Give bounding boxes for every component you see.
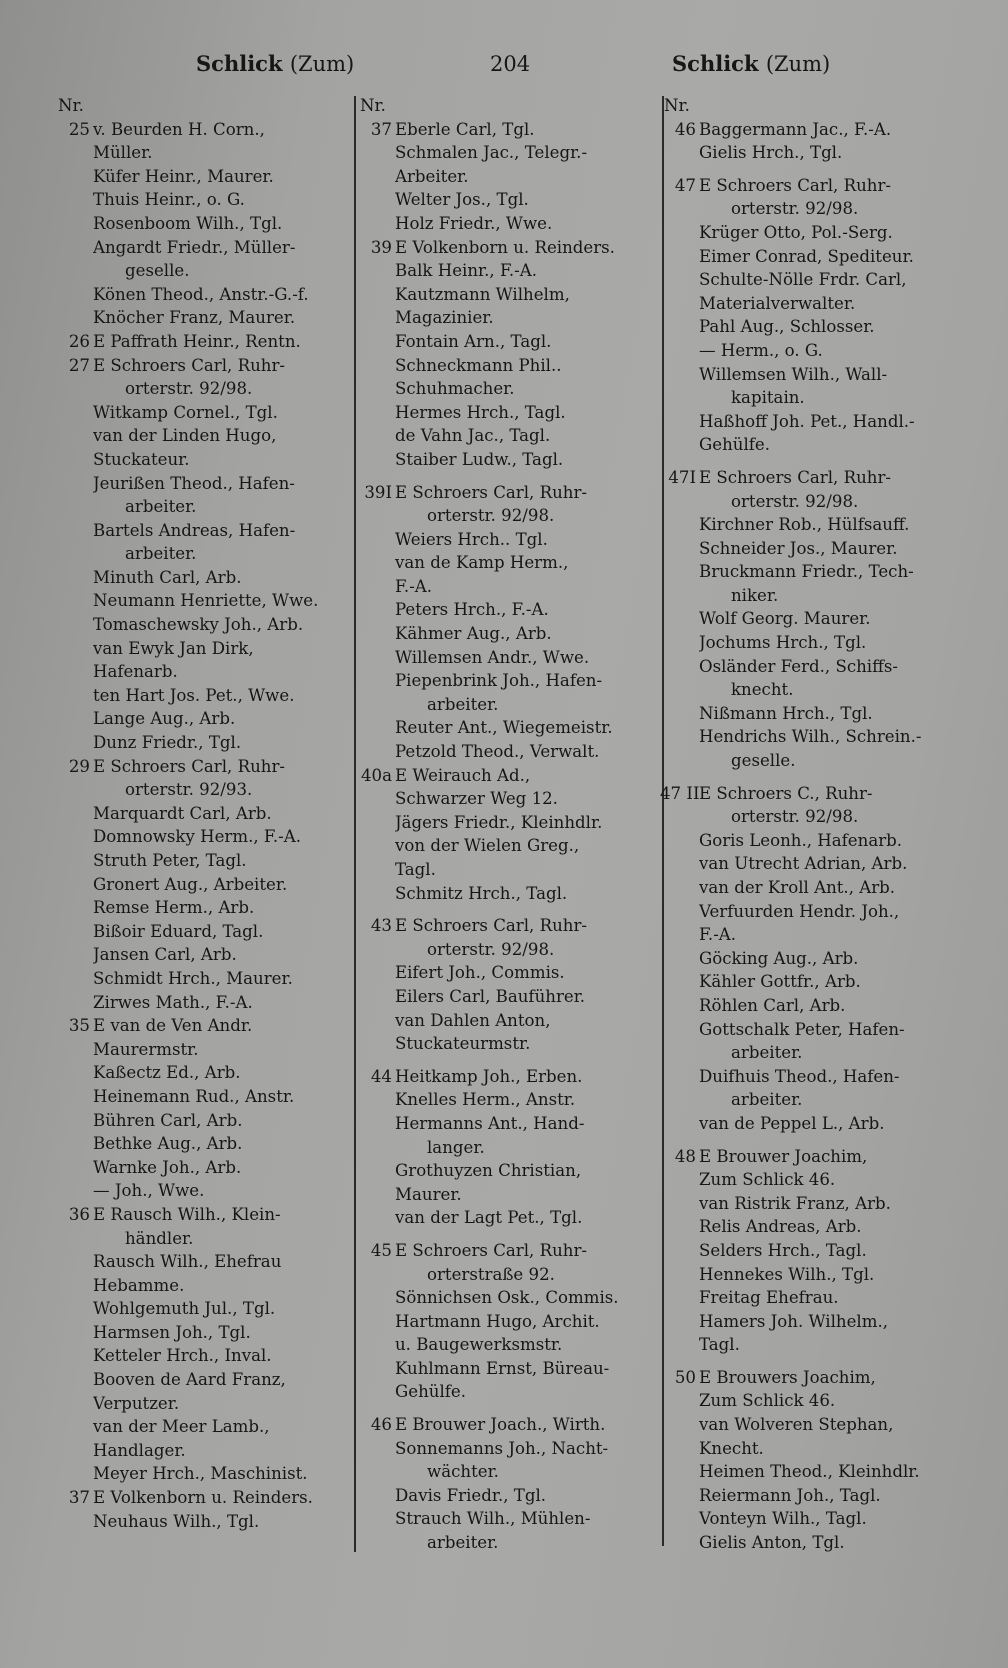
resident-line: Knecht. — [699, 1438, 764, 1458]
resident-line: Haßhoff Joh. Pet., Handl.- — [699, 411, 915, 431]
resident-line: Arbeiter. — [395, 166, 469, 186]
resident-line: kapitain. — [731, 388, 805, 408]
resident-line: Hendrichs Wilh., Schrein.- — [699, 727, 922, 747]
resident-line: Röhlen Carl, Arb. — [699, 995, 846, 1015]
house-entry — [660, 118, 966, 165]
house-entry — [660, 1366, 966, 1555]
resident-line: Sönnichsen Osk., Commis. — [395, 1288, 619, 1308]
resident-line: Sonnemanns Joh., Nacht- — [395, 1438, 609, 1458]
resident-line: Neuhaus Wilh., Tgl. — [93, 1511, 260, 1531]
resident-line: Küfer Heinr., Maurer. — [93, 166, 274, 186]
resident-line: Heinemann Rud., Anstr. — [93, 1086, 295, 1106]
resident-line: Zum Schlick 46. — [699, 1170, 836, 1190]
resident-line: Lange Aug., Arb. — [93, 709, 236, 729]
resident-line: Remse Herm., Arb. — [93, 898, 255, 918]
resident-line: Krüger Otto, Pol.-Serg. — [699, 222, 893, 242]
resident-line: van Ewyk Jan Dirk, — [93, 638, 254, 658]
resident-line: Jeurißen Theod., Hafen- — [93, 473, 295, 493]
resident-line: Bruckmann Friedr., Tech- — [699, 562, 914, 582]
resident-line: Handlager. — [93, 1440, 186, 1460]
resident-line: orterstr. 92/98. — [731, 199, 859, 219]
house-entry — [660, 466, 966, 773]
house-entry — [54, 1014, 351, 1203]
resident-line: ten Hart Jos. Pet., Wwe. — [93, 685, 295, 705]
resident-line: van Wolveren Stephan, — [699, 1415, 894, 1435]
resident-line: Jägers Friedr., Kleinhdlr. — [395, 812, 603, 832]
resident-line: Petzold Theod., Verwalt. — [395, 742, 600, 762]
resident-line: Thuis Heinr., o. G. — [93, 190, 245, 210]
resident-line: Hennekes Wilh., Tgl. — [699, 1264, 875, 1284]
house-number: 46 — [370, 1415, 392, 1435]
resident-line: van Ristrik Franz, Arb. — [699, 1193, 891, 1213]
resident-line: Stuckateur. — [93, 449, 190, 469]
house-number: 46 — [674, 119, 696, 139]
column-nr-label: Nr. — [58, 96, 84, 115]
resident-line: wächter. — [427, 1462, 499, 1482]
resident-line: Schwarzer Weg 12. — [395, 789, 558, 809]
resident-line: Eifert Joh., Commis. — [395, 963, 565, 983]
house-number: 37 — [370, 119, 392, 139]
resident-line: E Volkenborn u. Reinders. — [93, 1488, 313, 1508]
house-number: 39 — [370, 237, 392, 257]
resident-line: Kautzmann Wilhelm, — [395, 284, 570, 304]
resident-line: knecht. — [731, 680, 794, 700]
resident-line: van der Lagt Pet., Tgl. — [395, 1208, 583, 1228]
house-entry — [660, 174, 966, 457]
resident-line: Marquardt Carl, Arb. — [93, 803, 272, 823]
resident-line: arbeiter. — [427, 694, 499, 714]
resident-line: E Brouwer Joachim, — [699, 1146, 868, 1166]
resident-line: Kähler Gottfr., Arb. — [699, 972, 861, 992]
resident-line: orterstr. 92/98. — [427, 939, 555, 959]
resident-line: E Schroers Carl, Ruhr- — [395, 1240, 587, 1260]
resident-line: E Paffrath Heinr., Rentn. — [93, 331, 301, 351]
resident-line: Kaßectz Ed., Arb. — [93, 1063, 241, 1083]
resident-line: Dunz Friedr., Tgl. — [93, 733, 242, 753]
resident-line: Welter Jos., Tgl. — [395, 190, 529, 210]
house-number: 47 — [674, 175, 696, 195]
resident-line: Neumann Henriette, Wwe. — [93, 591, 319, 611]
resident-line: Bartels Andreas, Hafen- — [93, 520, 296, 540]
running-head-left — [196, 44, 354, 84]
resident-line: Gottschalk Peter, Hafen- — [699, 1019, 905, 1039]
resident-line: Hafenarb. — [93, 662, 178, 682]
house-entry — [54, 330, 351, 354]
house-entry — [356, 236, 654, 472]
resident-line: Heimen Theod., Kleinhdlr. — [699, 1462, 920, 1482]
resident-line: E Schroers Carl, Ruhr- — [699, 175, 891, 195]
resident-line: Verputzer. — [93, 1393, 180, 1413]
house-number: 44 — [370, 1066, 392, 1086]
resident-line: de Vahn Jac., Tagl. — [395, 426, 551, 446]
resident-line: Maurer. — [395, 1184, 462, 1204]
resident-line: Harmsen Joh., Tgl. — [93, 1322, 251, 1342]
resident-line: orterstr. 92/98. — [731, 807, 859, 827]
column-nr-label: Nr. — [664, 96, 690, 115]
resident-line: Duifhuis Theod., Hafen- — [699, 1066, 900, 1086]
resident-line: E van de Ven Andr. — [93, 1016, 253, 1036]
resident-line: — Herm., o. G. — [699, 340, 823, 360]
resident-line: van de Kamp Herm., — [395, 553, 569, 573]
resident-line: — Joh., Wwe. — [93, 1181, 205, 1201]
house-entry — [356, 1413, 654, 1555]
resident-line: Tagl. — [699, 1335, 740, 1355]
resident-line: Domnowsky Herm., F.-A. — [93, 827, 301, 847]
resident-line: Stuckateurmstr. — [395, 1034, 531, 1054]
house-entry — [54, 354, 351, 755]
resident-line: Tagl. — [395, 860, 436, 879]
resident-line: v. Beurden H. Corn., — [93, 119, 265, 139]
column-1 — [54, 94, 351, 1533]
resident-line: geselle. — [125, 261, 190, 281]
resident-line: Hermes Hrch., Tagl. — [395, 402, 566, 422]
resident-line: Wohlgemuth Jul., Tgl. — [93, 1299, 276, 1319]
resident-line: Schneckmann Phil.. — [395, 355, 562, 375]
house-entry — [660, 782, 966, 1136]
resident-line: Balk Heinr., F.-A. — [395, 261, 538, 281]
resident-line: Schmalen Jac., Telegr.- — [395, 143, 588, 163]
resident-line: E Weirauch Ad., — [395, 765, 531, 785]
resident-line: Zirwes Math., F.-A. — [93, 992, 253, 1012]
house-number: 50 — [674, 1367, 696, 1387]
resident-line: Hartmann Hugo, Archit. — [395, 1311, 600, 1331]
house-entry — [54, 1203, 351, 1486]
resident-line: Peters Hrch., F.-A. — [395, 600, 549, 620]
resident-line: F.-A. — [395, 576, 433, 596]
resident-line: E Brouwer Joach., Wirth. — [395, 1415, 606, 1435]
resident-line: Reiermann Joh., Tagl. — [699, 1485, 881, 1505]
resident-line: u. Baugewerksmstr. — [395, 1335, 563, 1355]
house-entry — [356, 1065, 654, 1230]
house-number: 26 — [68, 331, 90, 351]
house-entry — [660, 1145, 966, 1357]
resident-line: Knelles Herm., Anstr. — [395, 1090, 576, 1110]
resident-line: Kirchner Rob., Hülfsauff. — [699, 515, 910, 535]
running-head-right-title: Schlick — [672, 51, 759, 76]
resident-line: orterstr. 92/98. — [125, 379, 253, 399]
resident-line: Gielis Anton, Tgl. — [699, 1533, 845, 1553]
resident-line: Materialverwalter. — [699, 293, 856, 313]
resident-line: Müller. — [93, 143, 153, 163]
resident-line: E Schroers Carl, Ruhr- — [395, 482, 587, 502]
resident-line: Staiber Ludw., Tagl. — [395, 449, 564, 469]
resident-line: Könen Theod., Anstr.-G.-f. — [93, 284, 309, 304]
resident-line: Eimer Conrad, Spediteur. — [699, 246, 914, 266]
house-number: 47I — [668, 467, 696, 487]
resident-line: van Dahlen Anton, — [395, 1010, 551, 1030]
resident-line: Nißmann Hrch., Tgl. — [699, 703, 873, 723]
resident-line: Rausch Wilh., Ehefrau — [93, 1252, 282, 1272]
resident-line: Grothuyzen Christian, — [395, 1161, 582, 1181]
resident-line: Reuter Ant., Wiegemeistr. — [395, 718, 613, 738]
resident-line: van der Kroll Ant., Arb. — [699, 878, 896, 897]
resident-line: E Schroers Carl, Ruhr- — [93, 355, 285, 375]
resident-line: von der Wielen Greg., — [395, 836, 580, 856]
resident-line: Freitag Ehefrau. — [699, 1288, 839, 1308]
resident-line: langer. — [427, 1137, 485, 1157]
resident-line: Bühren Carl, Arb. — [93, 1110, 243, 1130]
house-entry — [356, 914, 654, 1056]
resident-line: Schneider Jos., Maurer. — [699, 538, 898, 558]
resident-line: van de Peppel L., Arb. — [699, 1113, 885, 1133]
house-entry — [356, 764, 654, 906]
resident-line: Vonteyn Wilh., Tagl. — [699, 1509, 867, 1529]
resident-line: Rosenboom Wilh., Tgl. — [93, 213, 283, 233]
resident-line: arbeiter. — [125, 497, 197, 517]
resident-line: Gehülfe. — [395, 1382, 466, 1402]
resident-line: E Schroers C., Ruhr- — [699, 783, 873, 803]
running-head-right-sub: (Zum) — [765, 52, 831, 76]
resident-line: Schmidt Hrch., Maurer. — [93, 968, 293, 988]
resident-line: Knöcher Franz, Maurer. — [93, 308, 296, 328]
resident-line: Hamers Joh. Wilhelm., — [699, 1311, 888, 1331]
resident-line: arbeiter. — [731, 1043, 803, 1063]
resident-line: E Schroers Carl, Ruhr- — [93, 756, 285, 776]
resident-line: Selders Hrch., Tagl. — [699, 1240, 867, 1260]
house-number: 39I — [364, 482, 392, 502]
resident-line: Osländer Ferd., Schiffs- — [699, 656, 899, 676]
house-entry — [356, 118, 654, 236]
running-head-left-sub: (Zum) — [289, 52, 355, 76]
house-entry — [356, 481, 654, 764]
resident-line: Willemsen Wilh., Wall- — [699, 364, 888, 384]
resident-line: Hebamme. — [93, 1275, 185, 1295]
house-entry — [356, 1239, 654, 1404]
house-number: 43 — [370, 916, 392, 936]
column-3 — [660, 94, 966, 1555]
resident-line: Bethke Aug., Arb. — [93, 1134, 243, 1154]
resident-line: Schuhmacher. — [395, 379, 515, 399]
resident-line: Warnke Joh., Arb. — [93, 1157, 242, 1177]
resident-line: arbeiter. — [731, 1090, 803, 1110]
house-number: 35 — [68, 1016, 90, 1036]
resident-line: Zum Schlick 46. — [699, 1391, 836, 1411]
resident-line: F.-A. — [699, 925, 737, 945]
house-entry — [54, 755, 351, 1015]
resident-line: Heitkamp Joh., Erben. — [395, 1066, 583, 1086]
resident-line: Goris Leonh., Hafenarb. — [699, 830, 903, 850]
resident-line: E Schroers Carl, Ruhr- — [395, 916, 587, 936]
resident-line: Schmitz Hrch., Tagl. — [395, 883, 568, 903]
house-entry — [54, 118, 351, 330]
resident-line: E Volkenborn u. Reinders. — [395, 237, 615, 257]
house-number: 27 — [68, 355, 90, 375]
house-number: 45 — [370, 1240, 392, 1260]
resident-line: Meyer Hrch., Maschinist. — [93, 1464, 308, 1484]
resident-line: Minuth Carl, Arb. — [93, 567, 242, 587]
resident-line: orterstraße 92. — [427, 1264, 555, 1284]
resident-line: Maurermstr. — [93, 1039, 199, 1059]
resident-line: Pahl Aug., Schlosser. — [699, 317, 875, 337]
resident-line: Eberle Carl, Tgl. — [395, 119, 535, 139]
resident-line: Relis Andreas, Arb. — [699, 1217, 862, 1237]
resident-line: Witkamp Cornel., Tgl. — [93, 402, 278, 422]
resident-line: Magazinier. — [395, 308, 494, 328]
house-entry — [54, 1486, 351, 1533]
house-number: 47 II — [660, 783, 700, 803]
resident-line: Eilers Carl, Bauführer. — [395, 986, 586, 1006]
resident-line: Strauch Wilh., Mühlen- — [395, 1509, 591, 1529]
resident-line: Weiers Hrch.. Tgl. — [395, 529, 548, 549]
resident-line: E Brouwers Joachim, — [699, 1367, 876, 1387]
house-number: 40a — [360, 765, 392, 785]
resident-line: geselle. — [731, 751, 796, 771]
running-head-left-title: Schlick — [196, 51, 283, 76]
resident-line: Jansen Carl, Arb. — [93, 945, 237, 965]
resident-line: van Utrecht Adrian, Arb. — [699, 854, 908, 874]
house-number: 25 — [68, 119, 90, 139]
resident-line: Gronert Aug., Arbeiter. — [93, 874, 288, 894]
resident-line: Angardt Friedr., Müller- — [93, 237, 296, 257]
resident-line: orterstr. 92/98. — [427, 506, 555, 526]
house-number: 48 — [674, 1146, 696, 1166]
resident-line: Göcking Aug., Arb. — [699, 948, 859, 968]
resident-line: Gehülfe. — [699, 435, 770, 455]
running-head-right — [672, 44, 830, 84]
resident-line: orterstr. 92/98. — [731, 491, 859, 511]
resident-line: arbeiter. — [125, 544, 197, 564]
resident-line: Kuhlmann Ernst, Büreau- — [395, 1358, 610, 1378]
resident-line: niker. — [731, 585, 779, 605]
resident-line: Jochums Hrch., Tgl. — [699, 633, 867, 653]
resident-line: Gielis Hrch., Tgl. — [699, 143, 843, 163]
resident-line: Ketteler Hrch., Inval. — [93, 1346, 272, 1366]
resident-line: Fontain Arn., Tagl. — [395, 331, 552, 351]
column-nr-label: Nr. — [360, 96, 386, 115]
resident-line: Piepenbrink Joh., Hafen- — [395, 671, 603, 691]
house-number: 37 — [68, 1488, 90, 1508]
resident-line: Verfuurden Hendr. Joh., — [699, 901, 900, 921]
resident-line: Tomaschewsky Joh., Arb. — [93, 615, 304, 635]
house-number: 36 — [68, 1204, 90, 1224]
page-number: 204 — [490, 52, 531, 76]
resident-line: Baggermann Jac., F.-A. — [699, 119, 892, 139]
resident-line: van der Meer Lamb., — [93, 1417, 270, 1437]
resident-line: Booven de Aard Franz, — [93, 1370, 286, 1390]
resident-line: händler. — [125, 1228, 194, 1248]
resident-line: orterstr. 92/93. — [125, 780, 253, 800]
resident-line: van der Linden Hugo, — [93, 426, 277, 446]
resident-line: Davis Friedr., Tgl. — [395, 1485, 547, 1505]
resident-line: Kähmer Aug., Arb. — [395, 624, 552, 644]
resident-line: arbeiter. — [427, 1533, 499, 1553]
resident-line: E Schroers Carl, Ruhr- — [699, 467, 891, 487]
resident-line: Holz Friedr., Wwe. — [395, 213, 553, 233]
resident-line: Hermanns Ant., Hand- — [395, 1113, 585, 1133]
resident-line: Wolf Georg. Maurer. — [699, 609, 871, 629]
column-2 — [356, 94, 654, 1555]
house-number: 29 — [68, 756, 90, 776]
resident-line: Bißoir Eduard, Tagl. — [93, 921, 264, 941]
resident-line: Willemsen Andr., Wwe. — [395, 647, 590, 667]
resident-line: E Rausch Wilh., Klein- — [93, 1204, 281, 1224]
resident-line: Struth Peter, Tagl. — [93, 851, 247, 870]
resident-line: Schulte-Nölle Frdr. Carl, — [699, 270, 907, 290]
